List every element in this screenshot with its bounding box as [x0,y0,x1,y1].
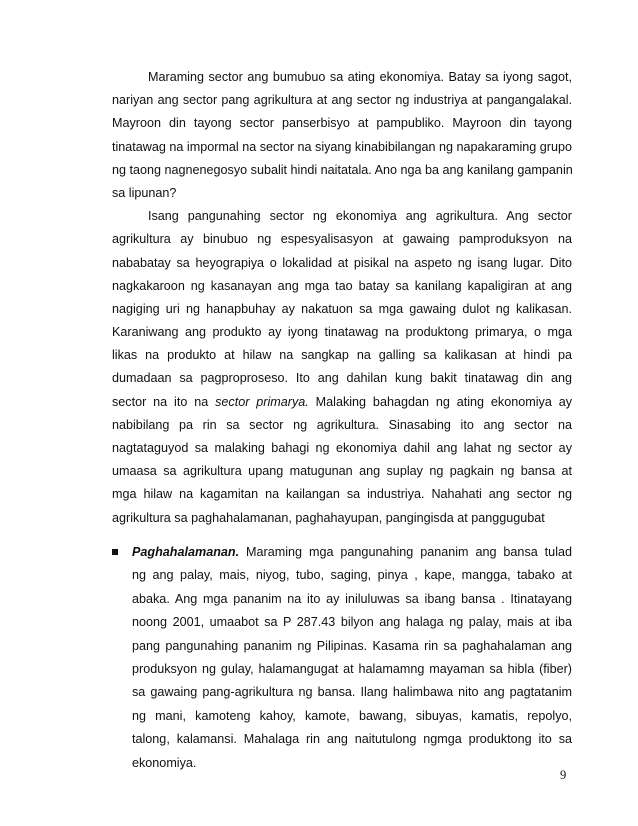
paragraph-1-line: nariyan ang sector pang agrikultura at ang sector ng industriya at pangangalakal. [112,93,572,108]
bullet-line: noong 2001, umaabot sa P 287.43 bilyon ang halaga ng palay, mais at iba [132,615,572,630]
line-text: sector na ito na [112,394,216,409]
bullet-line: pang pangunahing pananim ng Pilipinas. Kasama rin sa paghahalaman ang [132,638,572,653]
bullet-line: ng ang palay, mais, niyog, tubo, saging, pinya , kape, mangga, tabako at [132,568,572,583]
paragraph-2-line: nagiging uri ng hanapbuhay ay nakatuon sa mga gawaing dulot ng kalikasan. [112,301,572,316]
bullet-line: ekonomiya. [132,755,197,770]
bullet-line: ng mani, kamoteng kahoy, kamote, bawang, sibuyas, kamatis, repolyo, [132,708,572,723]
paragraph-2-line: Karaniwang ang produkto ay iyong tinatawag na produktong primarya, o mga [112,325,572,340]
paragraph-2-line: agrikultura sa paghahalamanan, paghahayupan, pangingisda at panggugubat [112,510,545,525]
page-number: 9 [560,768,567,782]
paragraph-1-line: ng taong nagnenegosyo subalit hindi naitatala. Ano nga ba ang kanilang gampanin [112,162,573,177]
paragraph-2-line: mga hilaw na kagamitan na kailangan sa industriya. Nahahati ang sector ng [112,487,572,502]
paragraph-1-line: Mayroon din tayong sector panserbisyo at pampubliko. Mayroon din tayong [112,116,572,131]
bullet-line: abaka. Ang mga pananim na ito ay iniluluwas sa ibang bansa . Itinatayang [132,591,572,606]
paragraph-1-line: sa lipunan? [112,185,177,200]
paragraph-2-line: likas na produkto at hilaw na sangkap na galling sa kalikasan at hindi pa [112,348,572,363]
bullet-line: produksyon ng gulay, halamangugat at halamamng mayaman sa hibla (fiber) [132,661,572,676]
bullet-text [132,541,572,775]
paragraph-2-line [112,391,572,414]
paragraph-1-line: Maraming sector ang bumubuo sa ating ekonomiya. Batay sa iyong sagot, [148,70,572,84]
paragraph-1-line: tinatawag na impormal na sector na siyang kinabibilangan ng napakaraming grupo [112,139,572,154]
body-text [112,66,572,530]
paragraph-2-line: nabibilang pa rin sa sector ng agrikultura. Sinasabing ito ang sector na [112,417,572,432]
bullet-line: sa gawaing pang-agrikultura ng bansa. Ilang halimbawa nito ang pagtatanim [132,685,572,700]
paragraph-2-line: nababatay sa heyograpiya o lokalidad at pisikal na aspeto ng isang lugar. Dito [112,255,572,270]
paragraph-2-line: umaasa sa agrikultura upang matugunan ang suplay ng pagkain ng bansa at [112,464,572,479]
bullet-line: talong, kalamansi. Mahalaga rin ang naitutulong ngmga produktong ito sa [132,732,572,747]
line-text: Maraming mga pangunahing pananim ang bansa tulad [239,545,572,559]
paragraph-2-line: agrikultura ay binubuo ng espesyalisasyon at gawaing pamproduksyon na [112,232,572,247]
sector-primarya-italic: sector primarya. [215,394,309,409]
line-text: Malaking bahagdan ng ating ekonomiya ay [308,394,572,409]
bullet-line [132,541,572,564]
paragraph-2-line: dumadaan sa pagproproseso. Ito ang dahilan kung bakit tinatawag din ang [112,371,572,386]
square-bullet-icon [112,549,118,555]
paragraph-2-line: nagkakaroon ng kasanayan ang mga tao batay sa kanilang kapaligiran at ang [112,278,572,293]
bullet-heading: Paghahalamanan. [132,545,240,559]
paragraph-2-line: nagtataguyod sa malaking bahagi ng ekonomiya dahil ang lahat ng sector ay [112,441,572,455]
paragraph-2-line: Isang pangunahing sector ng ekonomiya ang agrikultura. Ang sector [148,209,572,224]
